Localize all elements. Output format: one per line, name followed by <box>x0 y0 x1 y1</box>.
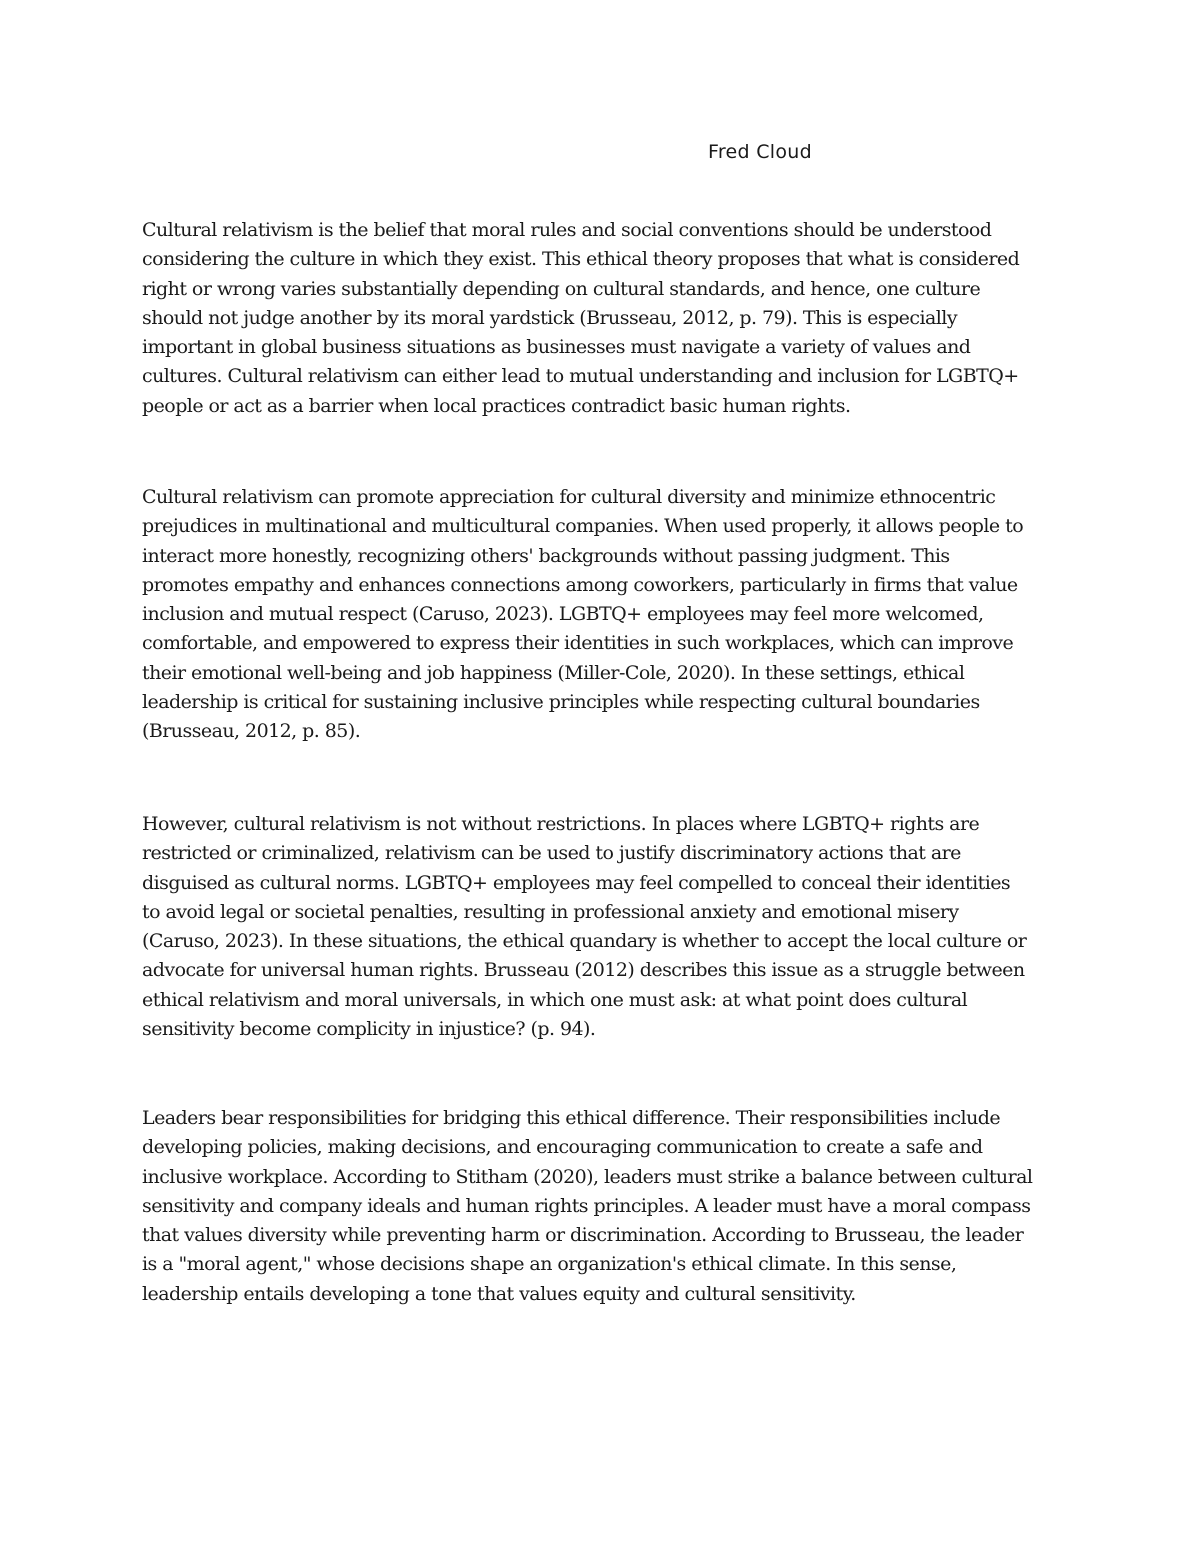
paragraph-line: leadership entails developing a tone that values equity and cultural sensitivity. <box>142 1282 856 1305</box>
paragraph-line: their emotional well-being and job happiness (Miller-Cole, 2020). In these settings, ethical <box>142 661 965 684</box>
paragraph-line: (Brusseau, 2012, p. 85). <box>142 720 361 743</box>
paragraph-line: cultures. Cultural relativism can either lead to mutual understanding and inclusion for LGBTQ+ <box>142 365 1019 388</box>
paragraph-1 <box>142 216 1072 421</box>
paragraph-4 <box>142 1104 1072 1309</box>
author-name: Fred Cloud <box>708 141 813 163</box>
paragraph-line: sensitivity and company ideals and human rights principles. A leader must have a moral compass <box>142 1194 1031 1217</box>
paragraph-line: is a "moral agent," whose decisions shape an organization's ethical climate. In this sense, <box>142 1253 957 1276</box>
paragraph-line: (Caruso, 2023). In these situations, the ethical quandary is whether to accept the local culture or <box>142 930 1027 953</box>
paragraph-line: prejudices in multinational and multicultural companies. When used properly, it allows people to <box>142 515 1024 538</box>
paragraph-3 <box>142 810 1072 1044</box>
paragraph-line: developing policies, making decisions, and encouraging communication to create a safe and <box>142 1136 983 1159</box>
paragraph-line: Cultural relativism is the belief that moral rules and social conventions should be understood <box>142 219 992 241</box>
paragraph-line: that values diversity while preventing harm or discrimination. According to Brusseau, the leader <box>142 1224 1024 1247</box>
paragraph-2 <box>142 483 1072 747</box>
paragraph-line: However, cultural relativism is not without restrictions. In places where LGBTQ+ rights are <box>142 813 980 835</box>
paragraph-line: leadership is critical for sustaining inclusive principles while respecting cultural boundaries <box>142 691 980 714</box>
paragraph-line: considering the culture in which they exist. This ethical theory proposes that what is considered <box>142 248 1020 271</box>
paragraph-line: advocate for universal human rights. Brusseau (2012) describes this issue as a struggle between <box>142 959 1025 982</box>
paragraph-line: ethical relativism and moral universals, in which one must ask: at what point does cultural <box>142 988 968 1011</box>
paragraph-line: disguised as cultural norms. LGBTQ+ employees may feel compelled to conceal their identities <box>142 871 1011 894</box>
paragraph-line: comfortable, and empowered to express their identities in such workplaces, which can improve <box>142 632 1014 655</box>
paragraph-line: to avoid legal or societal penalties, resulting in professional anxiety and emotional misery <box>142 900 959 923</box>
paragraph-line: people or act as a barrier when local practices contradict basic human rights. <box>142 394 851 417</box>
paragraph-line: Leaders bear responsibilities for bridging this ethical difference. Their responsibilities include <box>142 1107 1001 1129</box>
paragraph-line: inclusion and mutual respect (Caruso, 2023). LGBTQ+ employees may feel more welcomed, <box>142 603 984 626</box>
paragraph-line: interact more honestly, recognizing others' backgrounds without passing judgment. This <box>142 544 950 567</box>
paragraph-line: inclusive workplace. According to Stitham (2020), leaders must strike a balance between cultural <box>142 1165 1033 1188</box>
paragraph-line: promotes empathy and enhances connections among coworkers, particularly in firms that value <box>142 573 1018 596</box>
paragraph-line: important in global business situations as businesses must navigate a variety of values and <box>142 336 971 359</box>
paragraph-line: restricted or criminalized, relativism can be used to justify discriminatory actions that are <box>142 842 961 865</box>
paragraph-line: right or wrong varies substantially depending on cultural standards, and hence, one culture <box>142 277 981 300</box>
paragraph-line: Cultural relativism can promote appreciation for cultural diversity and minimize ethnocentric <box>142 486 996 508</box>
paragraph-line: sensitivity become complicity in injustice? (p. 94). <box>142 1018 596 1041</box>
paragraph-line: should not judge another by its moral yardstick (Brusseau, 2012, p. 79). This is especially <box>142 306 958 329</box>
